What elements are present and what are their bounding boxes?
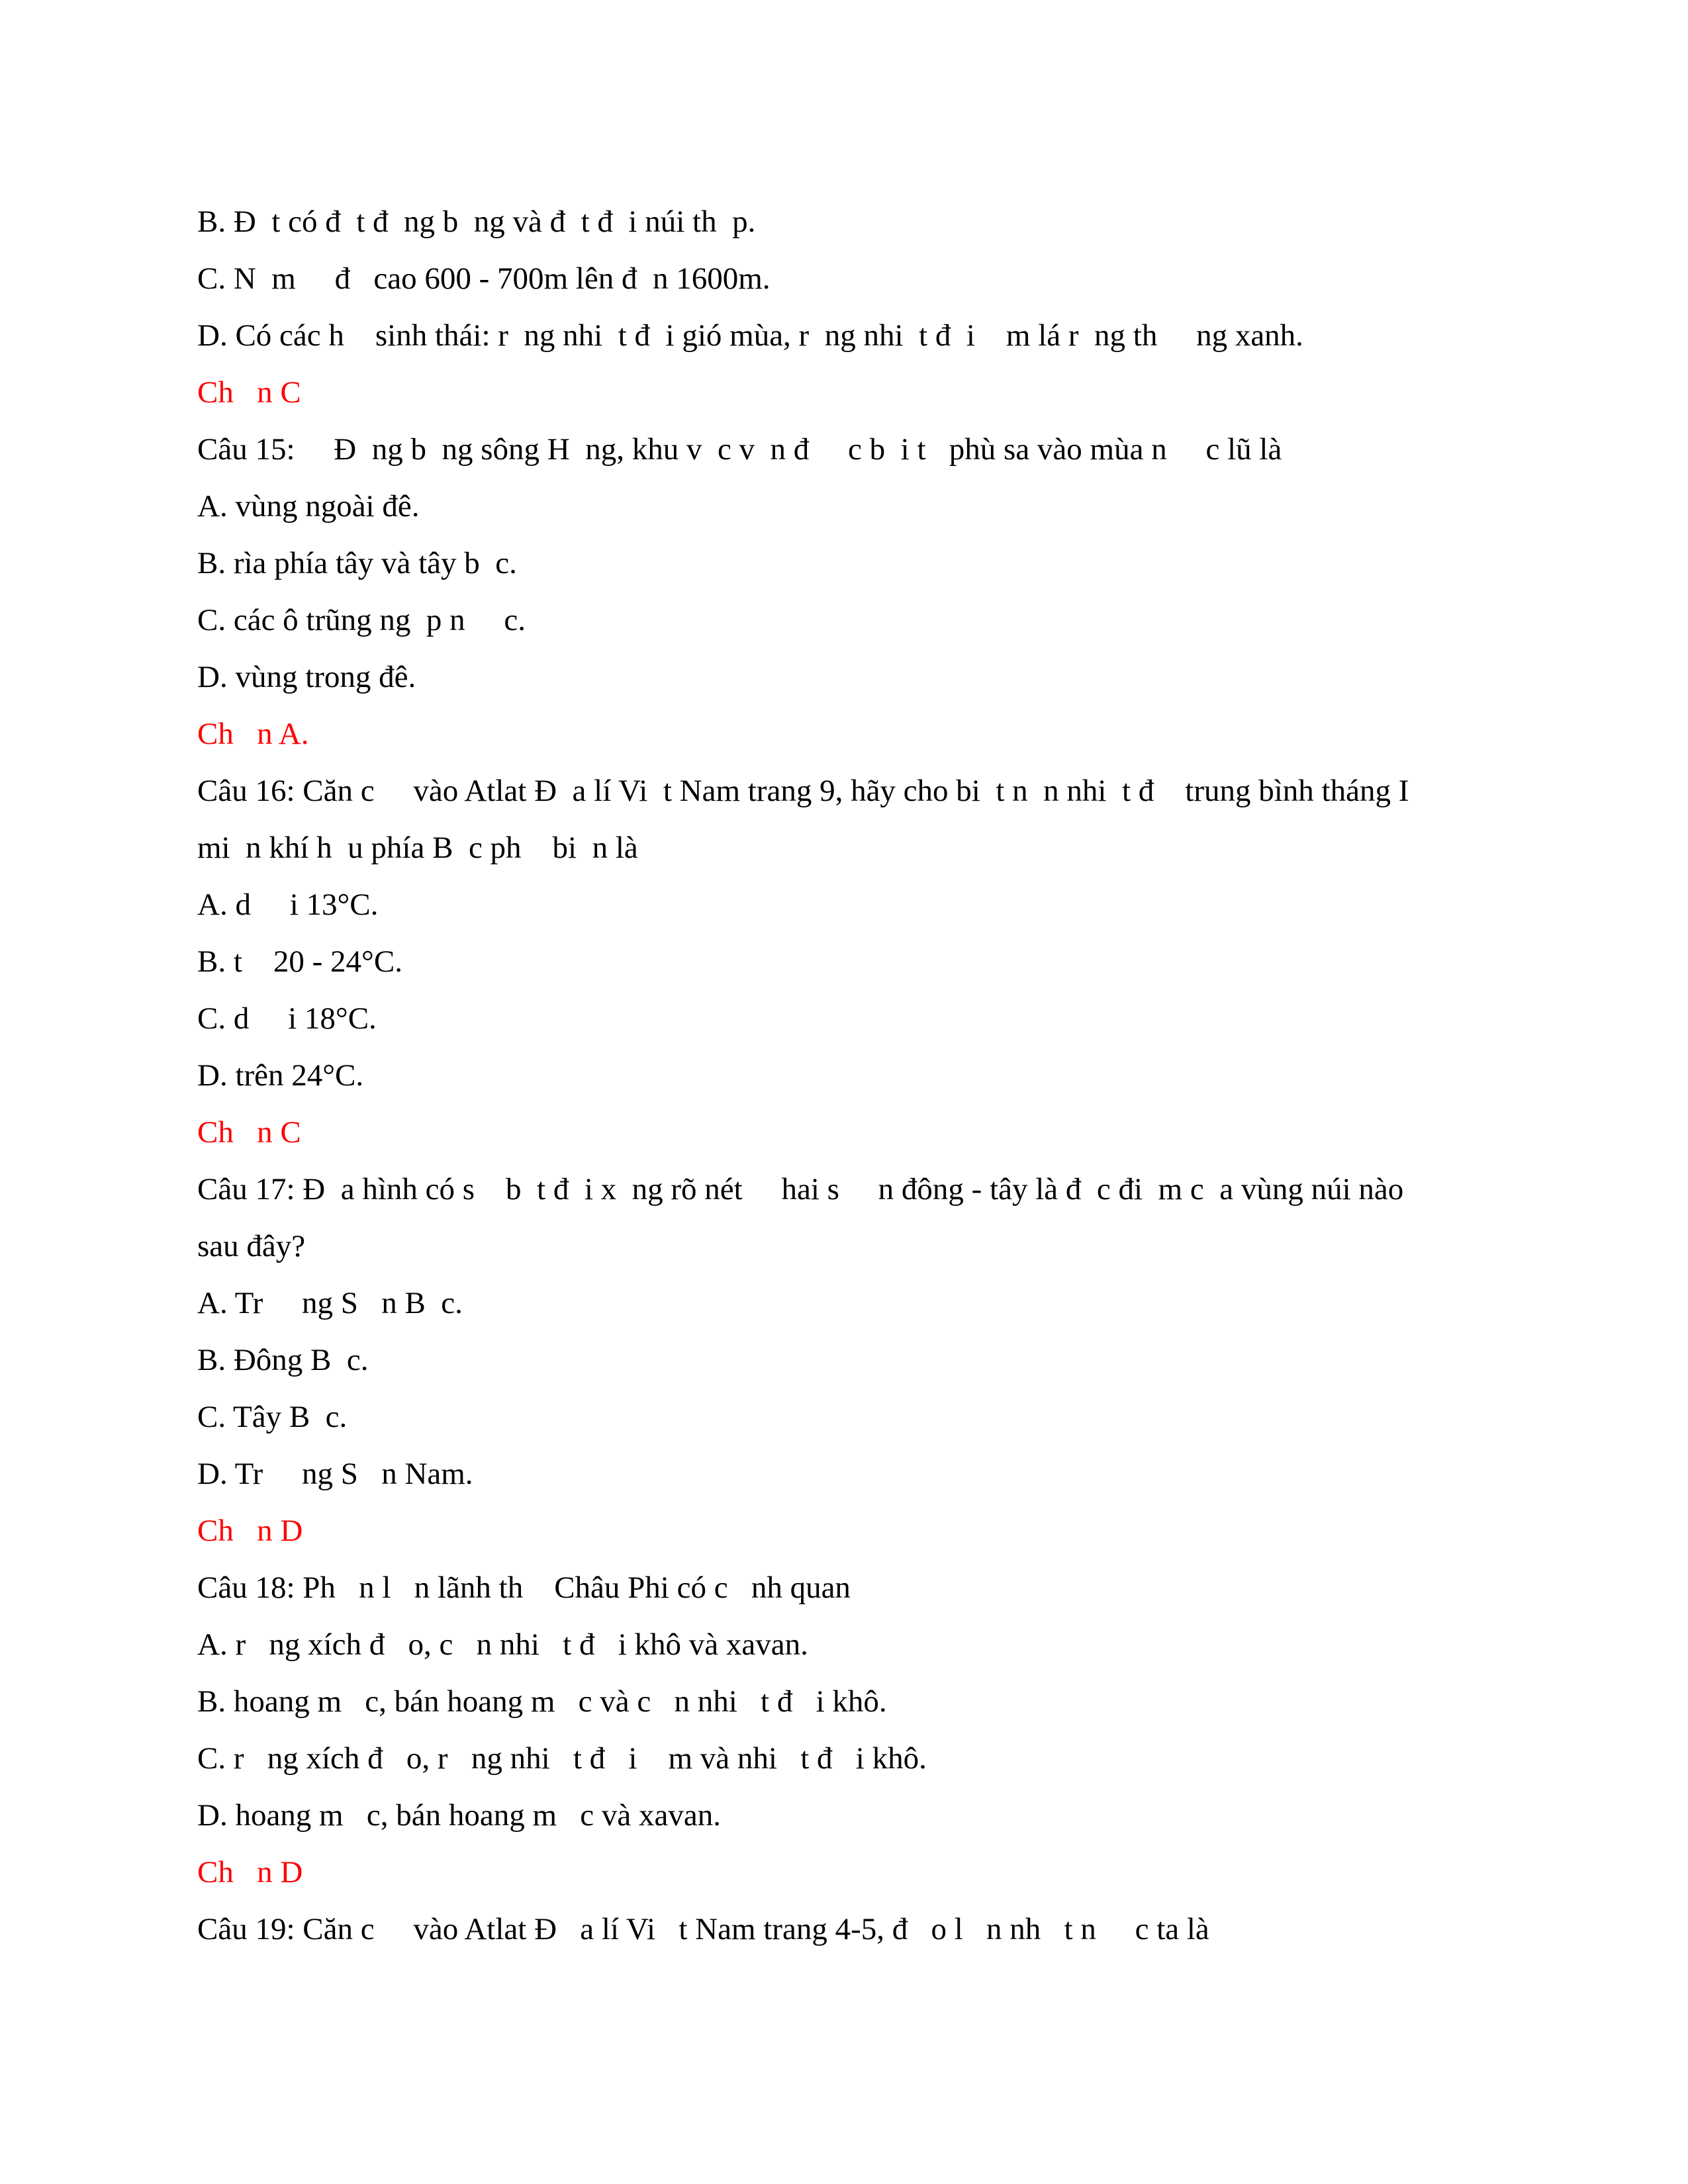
option-line: C. N m đ cao 600 - 700m lên đ n 1600m. (197, 261, 771, 296)
option-line: A. d i 13°C. (197, 887, 379, 922)
question-line: sau đây? (197, 1229, 306, 1263)
option-line: A. Tr ng S n B c. (197, 1286, 463, 1320)
option-line: D. trên 24°C. (197, 1058, 364, 1093)
option-line: B. Đông B c. (197, 1343, 369, 1377)
answer-line: Ch n A. (197, 717, 309, 751)
option-line: D. Tr ng S n Nam. (197, 1457, 473, 1491)
option-line: B. rìa phía tây và tây b c. (197, 546, 517, 580)
question-line: Câu 19: Căn c vào Atlat Đ a lí Vi t Nam trang 4-5, đ o l n nh t n c ta là (197, 1912, 1209, 1946)
question-line: Câu 17: Đ a hình có s b t đ i x ng rõ nét hai s n đông - tây là đ c đi m c a vùng núi nào (197, 1172, 1404, 1206)
option-line: B. hoang m c, bán hoang m c và c n nhi t đ i khô. (197, 1684, 887, 1719)
option-line: C. d i 18°C. (197, 1001, 377, 1036)
question-line: Câu 15: Đ ng b ng sông H ng, khu v c v n đ c b i t phù sa vào mùa n c lũ là (197, 432, 1282, 467)
option-line: A. vùng ngoài đê. (197, 489, 420, 523)
option-line: A. r ng xích đ o, c n nhi t đ i khô và xavan. (197, 1627, 808, 1662)
quiz-content (197, 193, 1515, 1958)
answer-line: Ch n C (197, 375, 301, 410)
option-line: D. Có các h sinh thái: r ng nhi t đ i gió mùa, r ng nhi t đ i m lá r ng th ng xanh. (197, 318, 1303, 353)
option-line: C. r ng xích đ o, r ng nhi t đ i m và nhi t đ i khô. (197, 1741, 927, 1776)
option-line: C. các ô trũng ng p n c. (197, 603, 526, 637)
option-line: C. Tây B c. (197, 1400, 348, 1434)
question-line: Câu 18: Ph n l n lãnh th Châu Phi có c nh quan (197, 1570, 851, 1605)
answer-line: Ch n D (197, 1855, 303, 1889)
question-line: mi n khí h u phía B c ph bi n là (197, 831, 638, 865)
answer-line: Ch n D (197, 1514, 303, 1548)
question-line: Câu 16: Căn c vào Atlat Đ a lí Vi t Nam trang 9, hãy cho bi t n n nhi t đ trung bình tháng I (197, 774, 1409, 808)
option-line: D. vùng trong đê. (197, 660, 416, 694)
option-line: B. Đ t có đ t đ ng b ng và đ t đ i núi th p. (197, 205, 756, 239)
option-line: D. hoang m c, bán hoang m c và xavan. (197, 1798, 721, 1833)
answer-line: Ch n C (197, 1115, 301, 1150)
option-line: B. t 20 - 24°C. (197, 944, 402, 979)
